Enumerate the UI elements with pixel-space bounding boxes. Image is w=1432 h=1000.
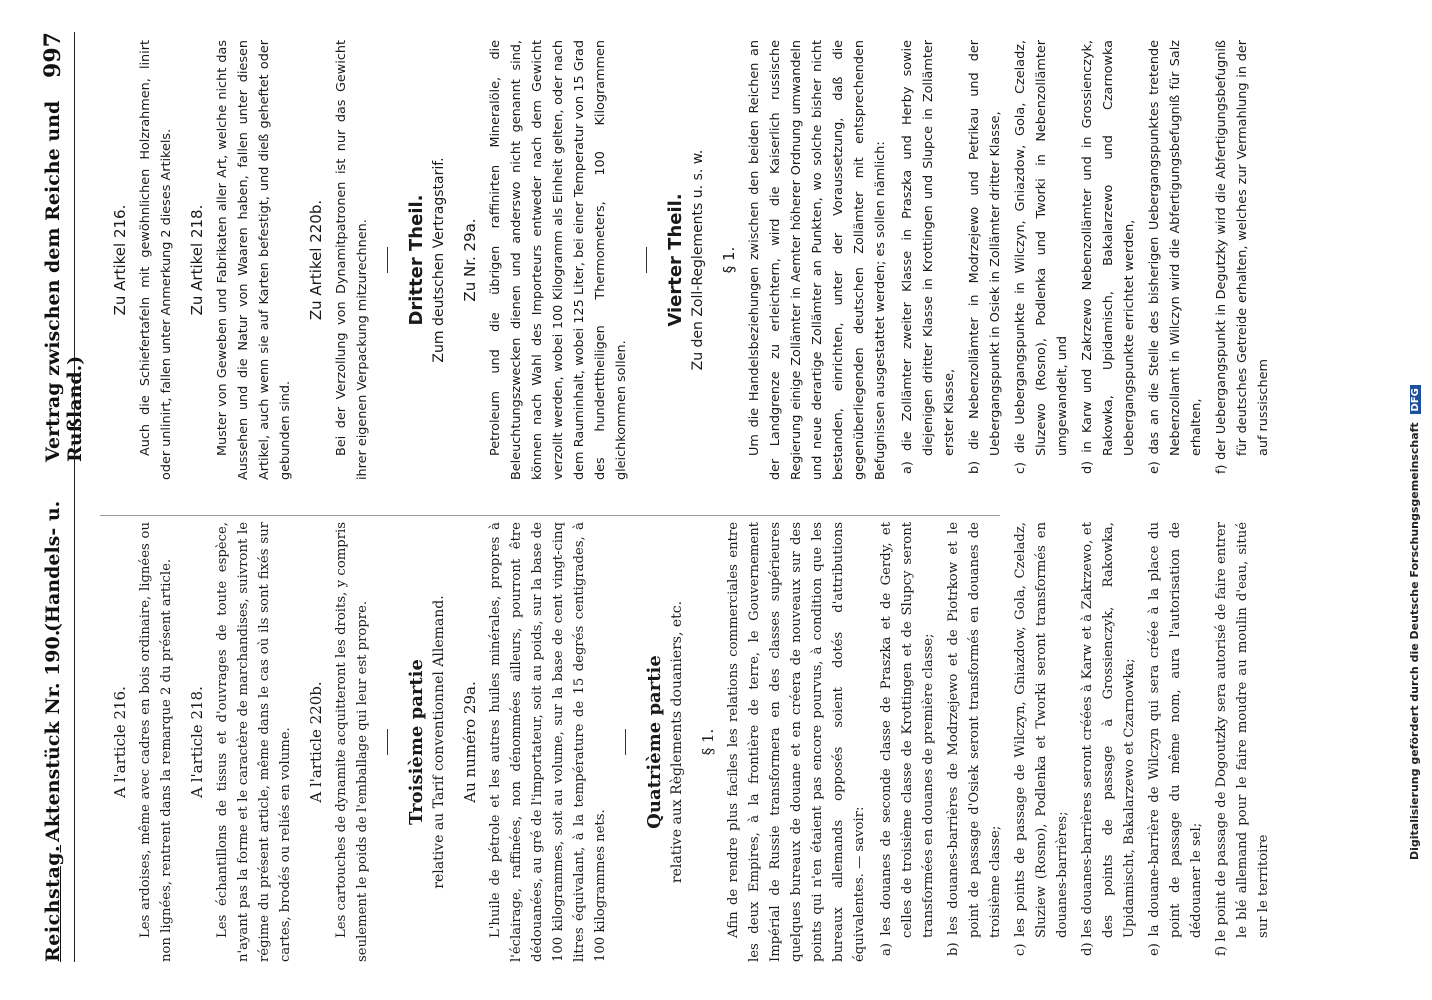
running-header: [34, 32, 86, 962]
dfg-logo: DFG: [1410, 385, 1421, 414]
german-column: [100, 40, 1278, 480]
fr-item-c: c) les points de passage de Wilczyn, Gniazdow, Gola, Czeladz, Sluziew (Rosno), Podlenka et Tworki seront transformés en douanes-barrières;: [1013, 522, 1070, 956]
de-a218-title: Zu Artikel 218.: [188, 204, 206, 316]
de-part3-subtitle: Zum deutschen Vertragstarif.: [431, 157, 447, 363]
fr-a216-text: Les ardoises, même avec cadres en bois ordinaire, lignées ou non lignées, rentrent dans la remarque 2 du présent article.: [138, 522, 174, 962]
fr-item-b: b) les douanes-barrières de Modrzejewo et de Piotrkow et le point de passage d'Osiek seront transformés en douanes de troisième classe;: [946, 522, 1003, 956]
de-n29a-title: Zu Nr. 29a.: [461, 218, 479, 302]
fr-n29a-text: L'huile de pétrole et les autres huiles minérales, propres à l'éclairage, raffinées, non dénommées ailleurs, pourront être dédouanées, au gré de l'importateur, soit au poids, sur la base de 100 kilogrammes, soit au volume, sur la base de cent vingt-cinq litres équivalant, à la température de 15 degrés centigrades, à 100 kilogrammes nets.: [488, 522, 608, 962]
page-number: 997: [40, 32, 66, 78]
de-a220b-text: Bei der Verzollung von Dynamitpatronen ist nur das Gewicht ihrer eigenen Verpackung mitzurechnen.: [334, 40, 370, 480]
fr-item-d: d) les douanes-barrières seront créées à Karw et à Zakrzewo, et des points de passage à Grossienczyk, Rakowka, Upidamischt, Bakalarzewo et Czarnowka;: [1080, 522, 1137, 956]
fr-item-e: e) la douane-barrière de Wilczyn qui sera créée à la place du point de passage du même nom, aura l'autorisation de dédouaner le sel;: [1147, 522, 1204, 956]
fr-separator-1: [387, 729, 388, 755]
digitization-text: Digitalisierung gefördert durch die Deutsche Forschungsgemeinschaft: [1408, 422, 1421, 860]
de-a216-title: Zu Artikel 216.: [111, 204, 129, 316]
fr-separator-2: [625, 729, 626, 755]
de-item-f: f) der Uebergangspunkt in Degutzky wird die Abfertigungsbefugniß für deutsches Getreide erhalten, welches zur Vermahlung in der auf russischem: [1214, 40, 1271, 474]
header-center: Aktenstück Nr. 190.: [42, 629, 64, 842]
de-item-e: e) das an die Stelle des bisherigen Uebergangspunktes tretende Nebenzollamt in Wilczyn wird die Abfertigungsbefugniß für Salz erhalten,: [1147, 40, 1204, 474]
de-separator-1: [387, 247, 388, 273]
de-item-d: d) in Karw und Zakrzewo Nebenzollämter und in Grossienczyk, Rakowka, Upidamisch, Bakalarzewo und Czarnowka Uebergangspunkte errichtet werden,: [1080, 40, 1137, 474]
header-right: (Handels- u.: [42, 500, 64, 632]
de-a220b-title: Zu Artikel 220b.: [307, 199, 325, 321]
de-separator-2: [646, 247, 647, 273]
fr-n29a-title: Au numéro 29a.: [461, 681, 479, 803]
fr-a220b-title: A l'article 220b.: [307, 681, 325, 803]
fr-part4-subtitle: relative aux Règlements douaniers, etc.: [669, 600, 685, 884]
de-item-a: a) die Zollämter zweiter Klasse in Praszka und Herby sowie diejenigen dritter Klasse in Krottingen und Slupce in Zollämter erster Klasse,: [900, 40, 957, 474]
fr-part3-subtitle: relative au Tarif conventionnel Allemand.: [431, 595, 447, 889]
de-item-b: b) die Nebenzollämter in Modrzejewo und Petrikau und der Uebergangspunkt in Osiek in Zollämter dritter Klasse,: [967, 40, 1003, 474]
header-left: Reichstag.: [42, 844, 64, 962]
de-n29a-text: Petroleum und die übrigen raffinirten Mineralöle, die Beleuchtungszwecken dienen und anderswo nicht genannt sind, können nach Wahl des Importeurs entweder nach dem Gewicht verzollt werden, wobei 100 Kilogramm als Einheit gelten, oder nach dem Rauminhalt, wobei 125 Liter, bei einer Temperatur von 15 Grad des hunderttheiligen Thermometers, 100 Kilogrammen gleichkommen sollen.: [488, 40, 629, 480]
fr-part3-title: Troisième partie: [406, 659, 427, 825]
header-rule: [74, 32, 75, 962]
fr-a218-text: Les échantillons de tissus et d'ouvrages de toute espèce, n'ayant pas la forme et le caractère de marchandises, suivront le régime du présent article, même dans le cas où ils sont fixés sur cartes, brodés ou reliés en volume.: [215, 522, 293, 962]
de-section-1: § 1.: [720, 246, 738, 274]
de-part4-subtitle: Zu den Zoll-Reglements u. s. w.: [690, 149, 706, 371]
de-section-1-text: Um die Handelsbeziehungen zwischen den beiden Reichen an der Landgrenze zu erleichtern, wird die Kaiserlich russische Regierung einige Zollämter in Aemter höherer Ordnung umwandeln und neue derartige Zollämter an Punkten, wo solche bisher nicht bestanden, einrichten, unter der Voraussetzung, daß die gegenüberliegenden deutschen Zollämter mit entsprechenden Befugnissen ausgestattet werden; es sollen nämlich:: [747, 40, 888, 480]
de-part4-title: Vierter Theil.: [665, 193, 686, 327]
de-item-c: c) die Uebergangspunkte in Wilczyn, Gniazdow, Gola, Czeladz, Sluzewo (Rosno), Podlenka und Tworki in Nebenzollämter umgewandelt, und: [1013, 40, 1070, 474]
fr-a220b-text: Les cartouches de dynamite acquitteront les droits, y compris seulement le poids de l'emballage qui leur est propre.: [334, 522, 370, 962]
fr-part4-title: Quatrième partie: [644, 655, 665, 829]
fr-section-1-text: Afin de rendre plus faciles les relations commerciales entre les deux Empires, à la frontière de terre, le Gouvernement Impérial de Russie transformera en des classes supérieures quelques bureaux de douane et en créera de nouveaux sur des points qui n'en étaient pas encore pourvus, à condition que les bureaux allemands opposés soient dotés d'attributions équivalentes. — savoir:: [726, 522, 867, 962]
fr-a216-title: A l'article 216.: [111, 686, 129, 798]
de-a218-text: Muster von Geweben und Fabrikaten aller Art, welche nicht das Aussehen und die Natur von Waaren haben, fallen unter diesen Artikel, auch wenn sie auf Karten befestigt, und dieß geheftet oder gebunden sind.: [215, 40, 293, 480]
fr-item-a: a) les douanes de seconde classe de Praszka et de Gerdy, et celles de troisième classe de Krottingen et de Slupcy seront transformées en douanes de première classe;: [879, 522, 936, 956]
de-a216-text: Auch die Schiefertafeln mit gewöhnlichen Holzrahmen, linirt oder unlinirt, fallen unter Anmerkung 2 dieses Artikels.: [138, 40, 174, 480]
fr-item-f: f) le point de passage de Dogoutzky sera autorisé de faire entrer le blé allemand pour le faire moudre au moulin d'eau, situé sur le territoire: [1214, 522, 1271, 956]
fr-a218-title: A l'article 218.: [188, 686, 206, 798]
french-column: [100, 522, 1278, 962]
header-german-title: Vertrag zwischen dem Reiche und Rußland.): [42, 100, 86, 462]
digitization-note: [1408, 0, 1426, 860]
de-part3-title: Dritter Theil.: [406, 194, 427, 326]
column-divider: [100, 515, 1000, 516]
fr-section-1: § 1.: [699, 728, 717, 756]
